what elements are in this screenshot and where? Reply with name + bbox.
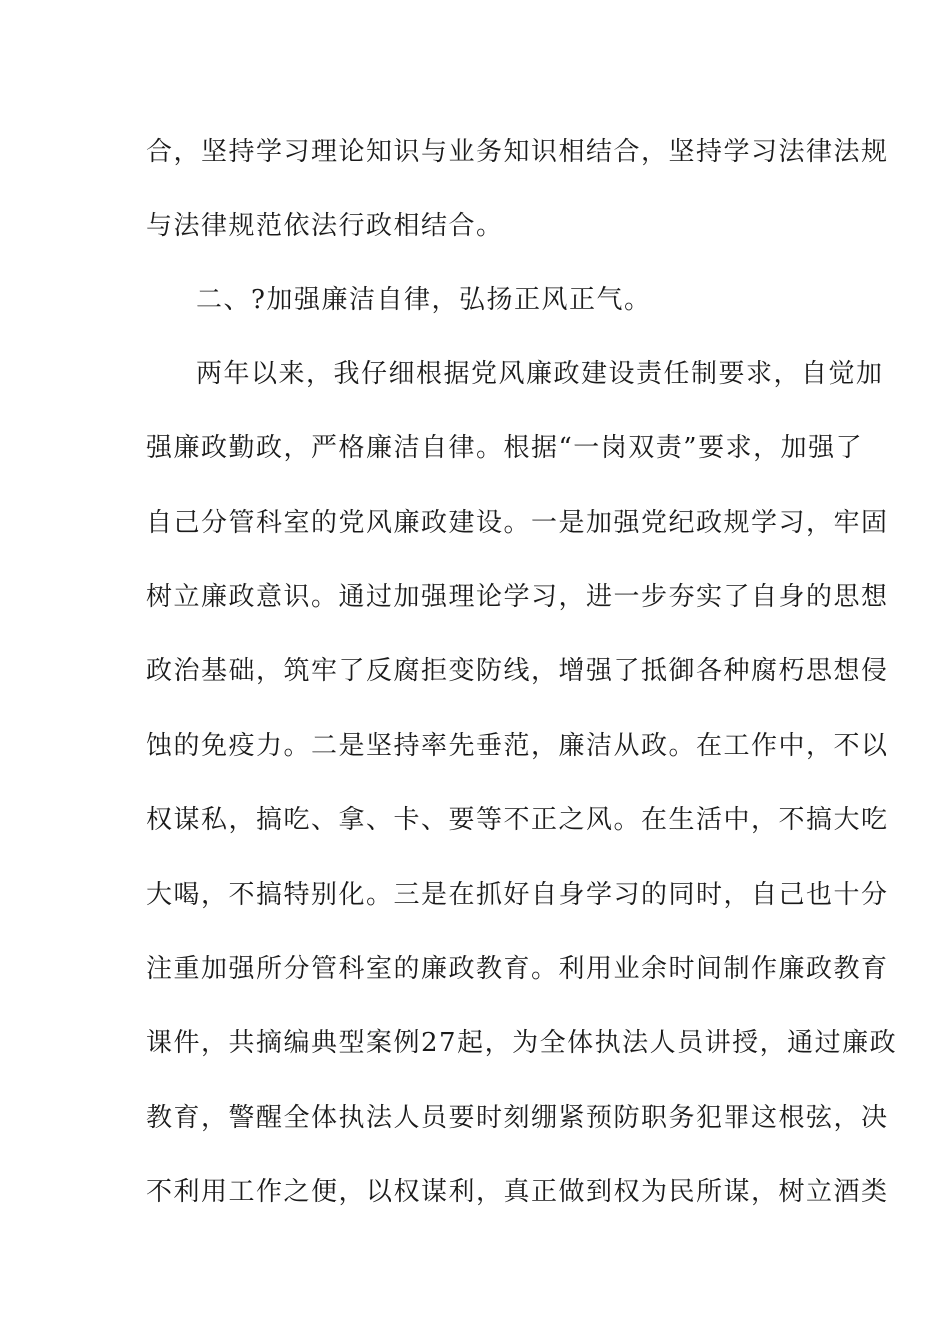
text-line: 自己分管科室的党风廉政建设。一是加强党纪政规学习，牢固 [146,508,889,538]
text-line: 大喝，不搞特别化。三是在抓好自身学习的同时，自己也十分 [146,880,889,910]
text-line: 课件，共摘编典型案例27起，为全体执法人员讲授，通过廉政 [146,1028,898,1058]
text-line: 教育，警醒全体执法人员要时刻绷紧预防职务犯罪这根弦，决 [146,1103,889,1133]
text-line: 与法律规范依法行政相结合。 [146,211,504,241]
section-heading: 二、?加强廉洁自律，弘扬正风正气。 [196,285,652,315]
paragraph-first-line: 两年以来，我仔细根据党风廉政建设责任制要求，自觉加 [196,359,884,389]
text-line: 树立廉政意识。通过加强理论学习，进一步夯实了自身的思想 [146,582,889,612]
text-line: 政治基础，筑牢了反腐拒变防线，增强了抵御各种腐朽思想侵 [146,656,889,686]
text-line: 权谋私，搞吃、拿、卡、要等不正之风。在生活中，不搞大吃 [146,805,889,835]
text-line: 合，坚持学习理论知识与业务知识相结合，坚持学习法律法规 [146,137,889,167]
text-line: 注重加强所分管科室的廉政教育。利用业余时间制作廉政教育 [146,954,889,984]
text-line: 强廉政勤政，严格廉洁自律。根据“一岗双责”要求，加强了 [146,433,864,463]
text-line: 蚀的免疫力。二是坚持率先垂范，廉洁从政。在工作中，不以 [146,731,889,761]
text-line: 不利用工作之便，以权谋利，真正做到权为民所谋，树立酒类 [146,1177,889,1207]
